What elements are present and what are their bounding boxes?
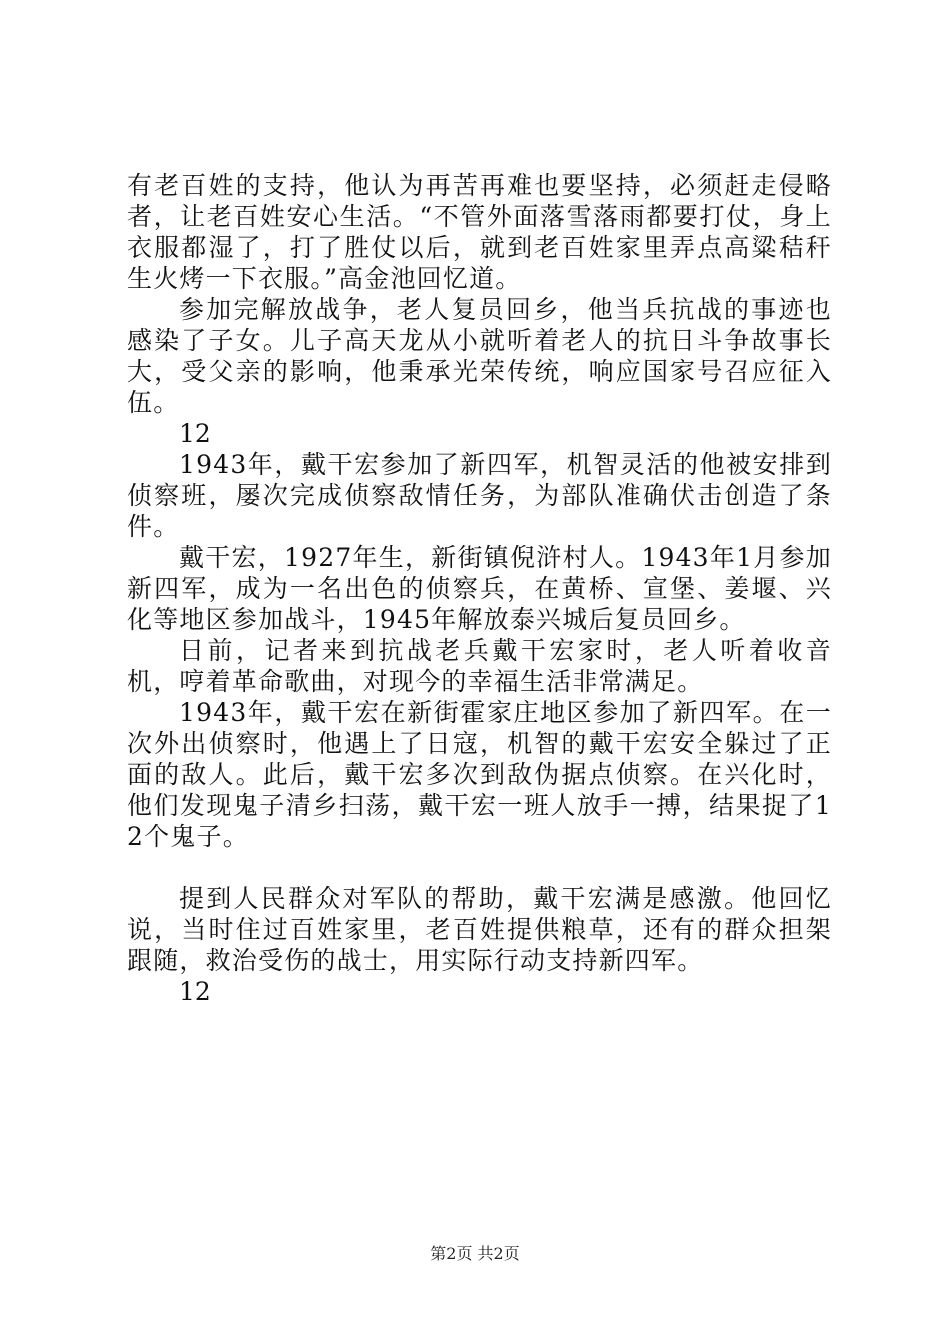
paragraph-1943-intro: 1943年，戴干宏参加了新四军，机智灵活的他被安排到侦察班，屡次完成侦察敌情任务，为部队准确伏击创造了条件。	[127, 450, 832, 541]
document-body	[127, 170, 832, 1007]
paragraph-visit: 日前，记者来到抗战老兵戴干宏家时，老人听着收音机，哼着革命歌曲，对现今的幸福生活非常满足。	[127, 636, 832, 696]
paragraph-1943-story: 1943年，戴干宏在新街霍家庄地区参加了新四军。在一次外出侦察时，他遇上了日寇，机智的戴干宏安全躲过了正面的敌人。此后，戴干宏多次到敌伪据点侦察。在兴化时，他们发现鬼子清乡扫荡，戴干宏一班人放手一搏，结果捉了12个鬼子。	[127, 698, 832, 851]
inline-number: 12	[179, 419, 211, 448]
paragraph-continuation: 有老百姓的支持，他认为再苦再难也要坚持，必须赶走侵略者，让老百姓安心生活。“不管外面落雪落雨都要打仗，身上衣服都湿了，打了胜仗以后，就到老百姓家里弄点高粱秸秆生火烤一下衣服。”高金池回忆道。	[127, 171, 832, 293]
paragraph-bio: 戴干宏，1927年生，新街镇倪浒村人。1943年1月参加新四军，成为一名出色的侦察兵，在黄桥、宣堡、姜堰、兴化等地区参加战斗，1945年解放泰兴城后复员回乡。	[127, 543, 832, 634]
inline-number: 12	[179, 977, 211, 1006]
page-footer: 第2页 共2页	[430, 1244, 520, 1263]
paragraph-gap	[127, 852, 832, 883]
paragraph-gratitude: 提到人民群众对军队的帮助，戴干宏满是感激。他回忆说，当时住过百姓家里，老百姓提供粮草，还有的群众担架跟随，救治受伤的战士，用实际行动支持新四军。	[127, 884, 832, 975]
paragraph-postwar: 参加完解放战争，老人复员回乡，他当兵抗战的事迹也感染了子女。儿子高天龙从小就听着老人的抗日斗争故事长大，受父亲的影响，他秉承光荣传统，响应国家号召应征入伍。	[127, 295, 832, 417]
